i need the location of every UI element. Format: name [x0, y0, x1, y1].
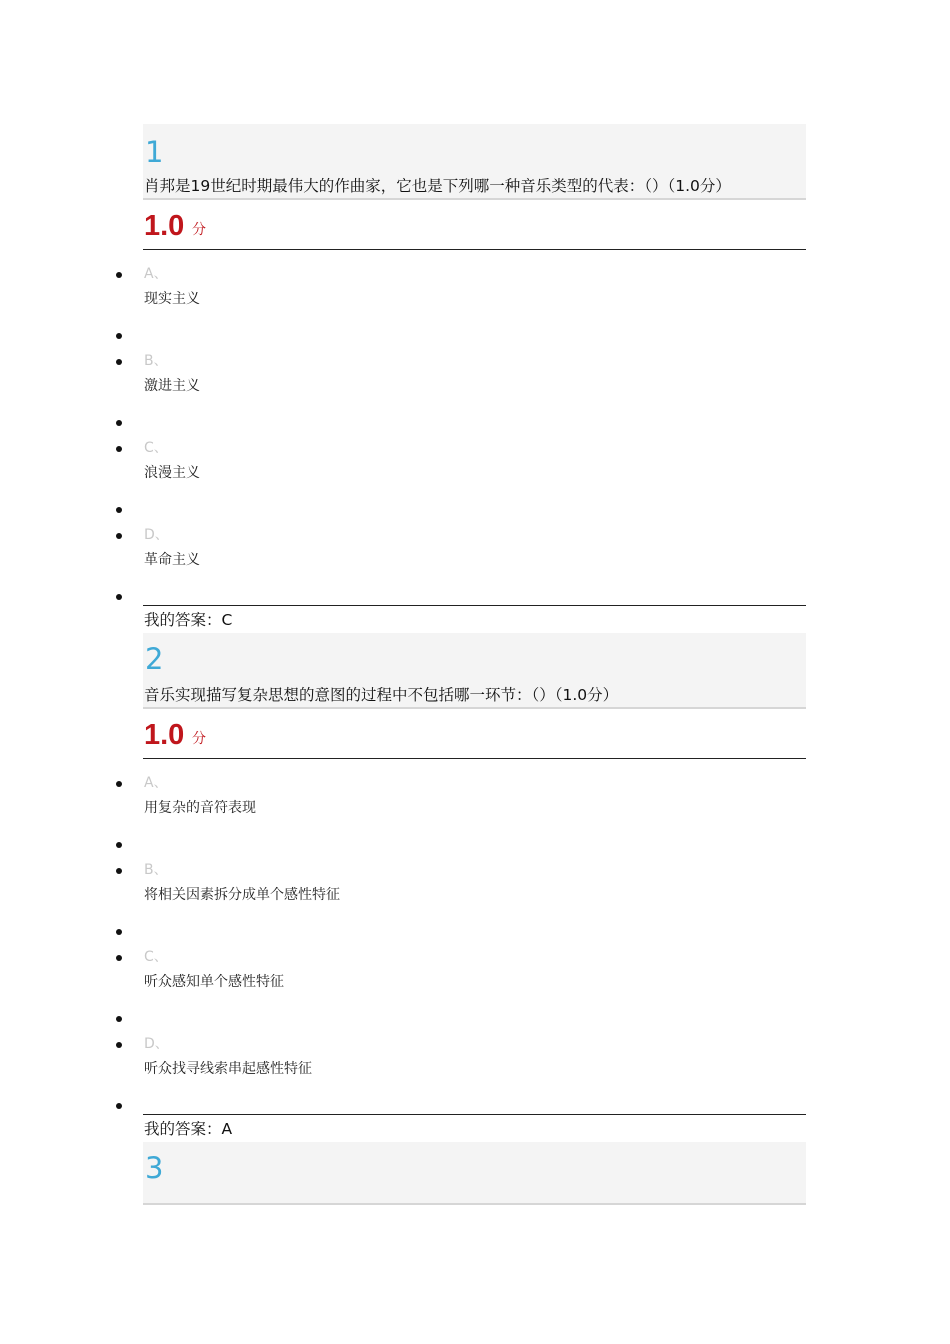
- question-1-score: [143, 210, 806, 250]
- option-d-letter: D、: [144, 1036, 169, 1052]
- option-c-letter: C、: [144, 440, 168, 456]
- option-b-letter: B、: [144, 862, 168, 878]
- option-d-letter: D、: [144, 527, 169, 543]
- question-text: 音乐实现描写复杂思想的意图的过程中不包括哪一环节：（）（1.0分）: [144, 686, 619, 704]
- option-d-text[interactable]: 听众找寻线索串起感性特征: [144, 1061, 312, 1077]
- option-a-letter: A、: [144, 266, 168, 282]
- list-bullet: [116, 868, 122, 874]
- list-bullet: [116, 1103, 122, 1109]
- score-value: 1.0: [144, 210, 185, 242]
- option-d-text[interactable]: 革命主义: [144, 552, 200, 568]
- option-b-letter: B、: [144, 353, 168, 369]
- list-bullet: [116, 842, 122, 848]
- option-b-text[interactable]: 将相关因素拆分成单个感性特征: [144, 887, 340, 903]
- option-a-letter: A、: [144, 775, 168, 791]
- list-bullet: [116, 446, 122, 452]
- list-bullet: [116, 533, 122, 539]
- list-bullet: [116, 929, 122, 935]
- question-number: 3: [145, 1151, 164, 1185]
- list-bullet: [116, 1016, 122, 1022]
- list-bullet: [116, 594, 122, 600]
- list-bullet: [116, 781, 122, 787]
- my-answer: 我的答案：A: [144, 1120, 233, 1138]
- question-1-header: [143, 124, 806, 200]
- score-unit: 分: [192, 731, 206, 747]
- question-text: 肖邦是19世纪时期最伟大的作曲家，它也是下列哪一种音乐类型的代表：（）（1.0分）: [144, 177, 731, 195]
- score-value: 1.0: [144, 719, 185, 751]
- question-number: 1: [145, 135, 164, 169]
- option-c-text[interactable]: 听众感知单个感性特征: [144, 974, 284, 990]
- answer-divider: [143, 605, 806, 606]
- option-c-text[interactable]: 浪漫主义: [144, 465, 200, 481]
- question-2-score: [143, 719, 806, 759]
- option-c-letter: C、: [144, 949, 168, 965]
- list-bullet: [116, 1042, 122, 1048]
- my-answer: 我的答案：C: [144, 611, 233, 629]
- option-a-text[interactable]: 现实主义: [144, 291, 200, 307]
- list-bullet: [116, 272, 122, 278]
- list-bullet: [116, 955, 122, 961]
- question-2-header: [143, 633, 806, 709]
- list-bullet: [116, 333, 122, 339]
- list-bullet: [116, 359, 122, 365]
- score-unit: 分: [192, 222, 206, 238]
- option-b-text[interactable]: 激进主义: [144, 378, 200, 394]
- question-3-header: [143, 1142, 806, 1205]
- option-a-text[interactable]: 用复杂的音符表现: [144, 800, 256, 816]
- answer-divider: [143, 1114, 806, 1115]
- list-bullet: [116, 507, 122, 513]
- question-number: 2: [145, 642, 164, 676]
- list-bullet: [116, 420, 122, 426]
